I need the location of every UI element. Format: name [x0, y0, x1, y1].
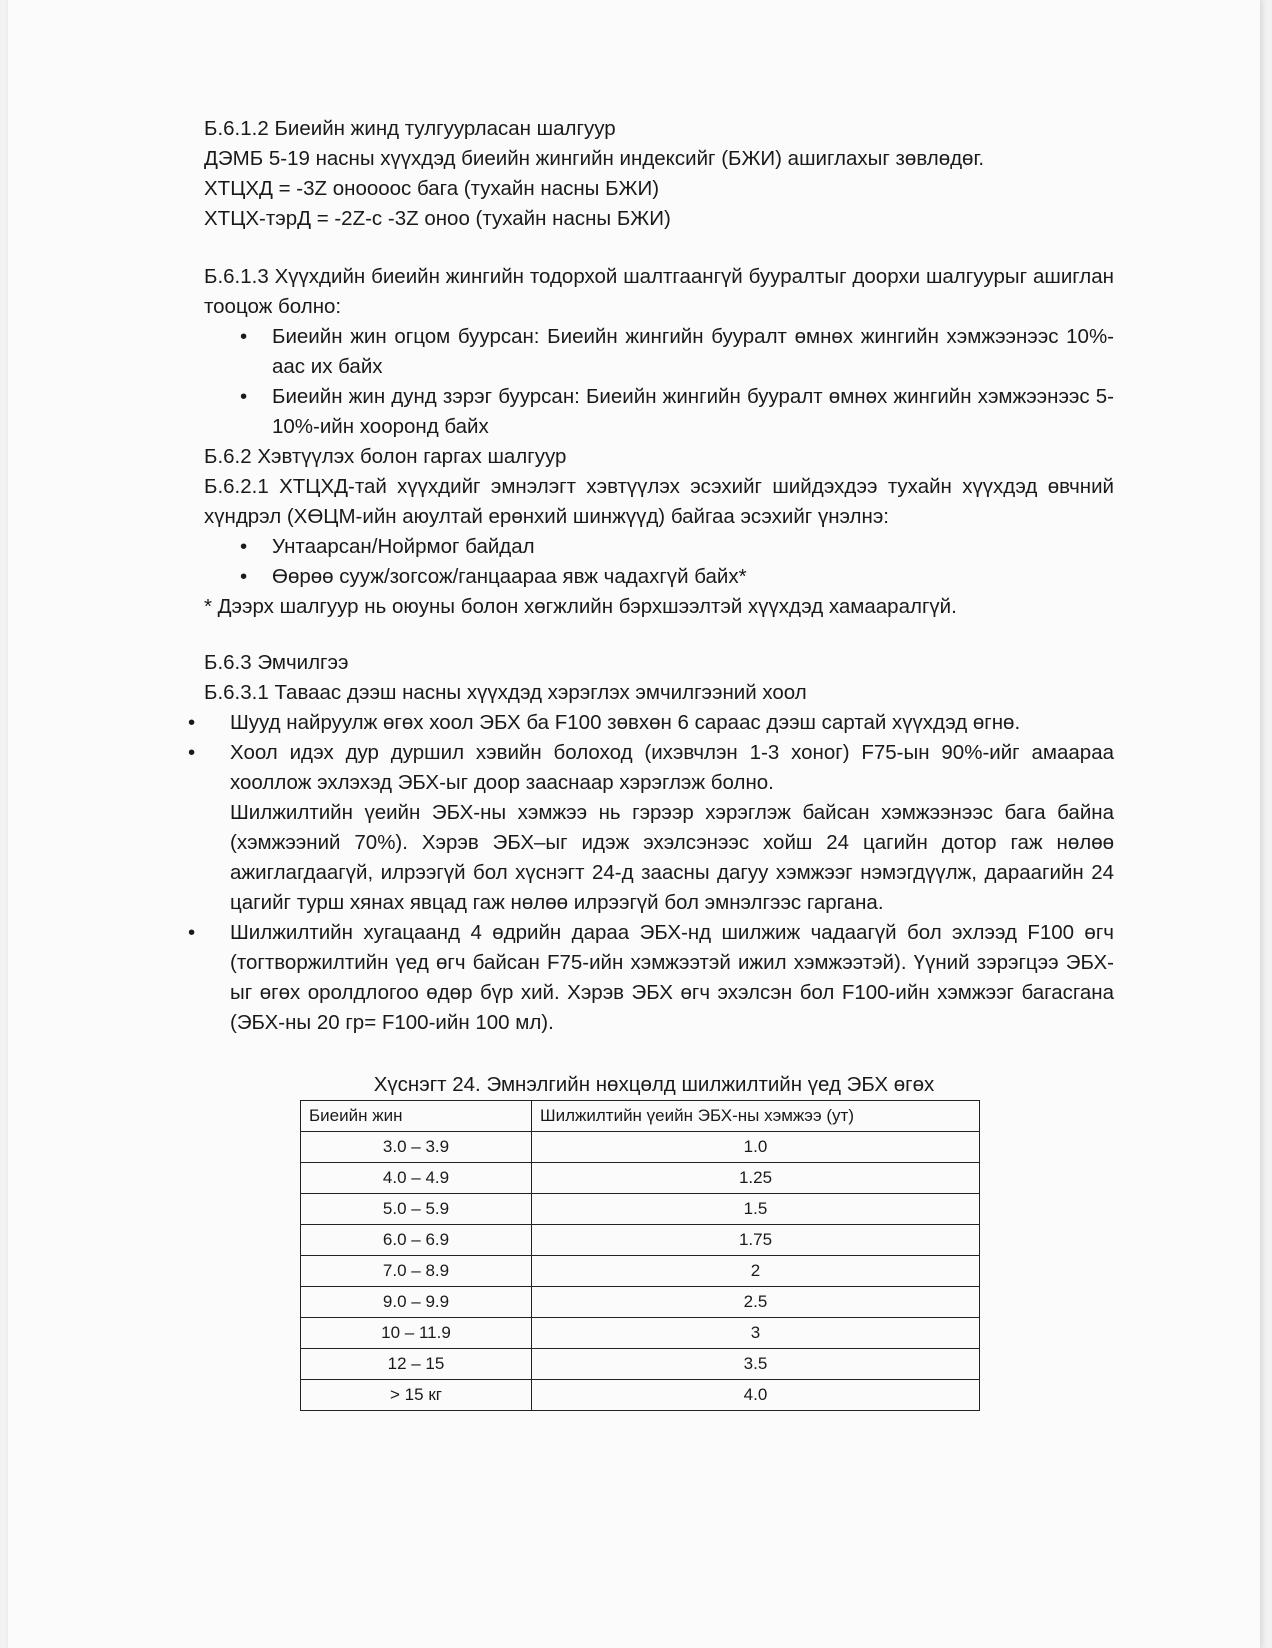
heading-b6-3: Б.6.3 Эмчилгээ — [204, 651, 349, 674]
table-row — [301, 1287, 980, 1318]
paragraph-line: ХТЦХД = -3Z оноооос бага (тухайн насны БЖИ) — [204, 177, 660, 200]
list-item: • Биеийн жин огцом буурсан: Биеийн жингийн бууралт өмнөх жингийн хэмжээнээс 10%-аас их байх — [204, 322, 1114, 382]
table-cell: 3 — [532, 1318, 980, 1349]
list-item — [186, 738, 1114, 918]
table-cell: 4.0 – 4.9 — [301, 1163, 532, 1194]
table-24 — [300, 1100, 980, 1411]
subheading-b6-3-1: Б.6.3.1 Таваас дээш насны хүүхдэд хэрэглэх эмчилгээний хоол — [204, 681, 807, 704]
table-row — [301, 1256, 980, 1287]
table-cell: 1.0 — [532, 1132, 980, 1163]
document-page — [8, 0, 1260, 1648]
page-content — [204, 114, 1114, 1411]
table-cell: > 15 кг — [301, 1380, 532, 1411]
table-cell: 7.0 – 8.9 — [301, 1256, 532, 1287]
table-cell: 6.0 – 6.9 — [301, 1225, 532, 1256]
table-row — [301, 1380, 980, 1411]
paragraph-line: ДЭМБ 5-19 насны хүүхдэд биеийн жингийн индексийг (БЖИ) ашиглахыг зөвлөдөг. — [204, 147, 985, 170]
table-row — [301, 1194, 980, 1225]
paragraph-b6-2-1: Б.6.2.1 ХТЦХД-тай хүүхдийг эмнэлэгт хэвтүүлэх эсэхийг шийдэхдээ тухайн хүүхдэд өвчний хүндрэл (ХӨЦМ-ийн аюултай ерөнхий шинжүүд) байгаа эсэхийг үнэлнэ: — [204, 475, 1114, 528]
table-cell: 2.5 — [532, 1287, 980, 1318]
bullet-list — [204, 322, 1114, 442]
table-cell: 10 – 11.9 — [301, 1318, 532, 1349]
table-header-row — [301, 1101, 980, 1132]
table-caption: Хүснэгт 24. Эмнэлгийн нөхцөлд шилжилтийн үед ЭБХ өгөх — [373, 1073, 935, 1096]
table-row — [301, 1132, 980, 1163]
heading-b6-2: Б.6.2 Хэвтүүлэх болон гаргах шалгуур — [204, 445, 567, 468]
table-cell: 3.5 — [532, 1349, 980, 1380]
table-row — [301, 1349, 980, 1380]
footnote: * Дээрх шалгуур нь оюуны болон хөгжлийн бэрхшээлтэй хүүхдэд хамааралгүй. — [204, 595, 957, 618]
table-row — [301, 1225, 980, 1256]
column-header: Биеийн жин — [301, 1101, 532, 1132]
table-cell: 4.0 — [532, 1380, 980, 1411]
list-item-text: Хоол идэх дур дуршил хэвийн болоход (ихэвчлэн 1-3 хоног) F75-ын 90%-ийг амаараа хооллож эхлэхэд ЭБХ-ыг доор зааснаар хэрэглэж болно. — [230, 741, 1114, 794]
heading-b6-1-2: Б.6.1.2 Биеийн жинд тулгуурласан шалгуур — [204, 117, 616, 140]
list-item: • Унтаарсан/Нойрмог байдал — [204, 532, 1114, 562]
table-cell: 3.0 – 3.9 — [301, 1132, 532, 1163]
column-header: Шилжилтийн үеийн ЭБХ-ны хэмжээ (ут) — [532, 1101, 980, 1132]
paragraph-b6-1-3: Б.6.1.3 Хүүхдийн биеийн жингийн тодорхой шалтгаангүй бууралтыг доорхи шалгуурыг ашиглан тооцож болно: — [204, 265, 1114, 318]
list-item: • Шууд найруулж өгөх хоол ЭБХ ба F100 зөвхөн 6 сараас дээш сартай хүүхдэд өгнө. — [186, 708, 1114, 738]
bullet-list — [186, 708, 1114, 1038]
list-item: • Өөрөө сууж/зогсож/ганцаараа явж чадахгүй байх* — [204, 562, 1114, 592]
table-cell: 1.75 — [532, 1225, 980, 1256]
table-cell: 9.0 – 9.9 — [301, 1287, 532, 1318]
table-cell: 1.5 — [532, 1194, 980, 1225]
table-cell: 12 – 15 — [301, 1349, 532, 1380]
list-item-continuation: Шилжилтийн үеийн ЭБХ-ны хэмжээ нь гэрээр хэрэглэж байсан хэмжээнээс бага байна (хэмжээний 70%). Хэрэв ЭБХ–ыг идэж эхэлсэнээс хойш 24 цагийн дотор гаж нөлөө ажиглагдаагүй, илрээгүй бол хүснэгт 24-д заасны дагуу хэмжээг нэмэгдүүлж, дараагийн 24 цагийг турш хянах явцад гаж нөлөө илрээгүй бол эмнэлгээс гаргана. — [230, 801, 1114, 914]
list-item: • Шилжилтийн хугацаанд 4 өдрийн дараа ЭБХ-нд шилжиж чадаагүй бол эхлээд F100 өгч (тогтворжилтийн үед өгч байсан F75-ийн хэмжээтэй ижил хэмжээтэй). Үүний зэрэгцээ ЭБХ-ыг өгөх оролдлогоо өдөр бүр хий. Хэрэв ЭБХ өгч эхэлсэн бол F100-ийн хэмжээг багасгана (ЭБХ-ны 20 гр= F100-ийн 100 мл). — [186, 918, 1114, 1038]
table-cell: 1.25 — [532, 1163, 980, 1194]
table-row — [301, 1163, 980, 1194]
table-row — [301, 1318, 980, 1349]
table-cell: 5.0 – 5.9 — [301, 1194, 532, 1225]
table-cell: 2 — [532, 1256, 980, 1287]
paragraph-line: ХТЦХ-тэрД = -2Z-с -3Z оноо (тухайн насны БЖИ) — [204, 207, 671, 230]
bullet-list — [204, 532, 1114, 592]
list-item: • Биеийн жин дунд зэрэг буурсан: Биеийн жингийн бууралт өмнөх жингийн хэмжээнээс 5-10%-ийн хооронд байх — [204, 382, 1114, 442]
